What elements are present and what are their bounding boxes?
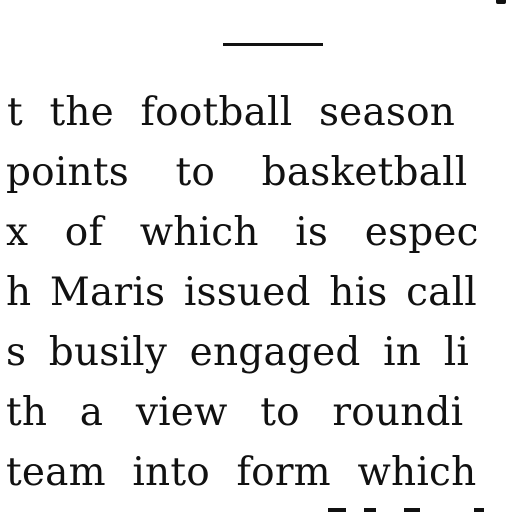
text-line: h Maris issued his call [6, 270, 477, 315]
section-rule [223, 43, 323, 46]
text-line: team into form which [6, 450, 477, 495]
text-line: s busily engaged in li [6, 330, 470, 375]
top-edge-mark [496, 0, 506, 4]
text-line: x of which is espec [6, 210, 479, 255]
text-line: points to basketball [6, 150, 468, 195]
cropped-line-fragment [320, 505, 510, 512]
text-line: th a view to roundi [6, 390, 464, 435]
text-line: t the football season [7, 90, 456, 135]
